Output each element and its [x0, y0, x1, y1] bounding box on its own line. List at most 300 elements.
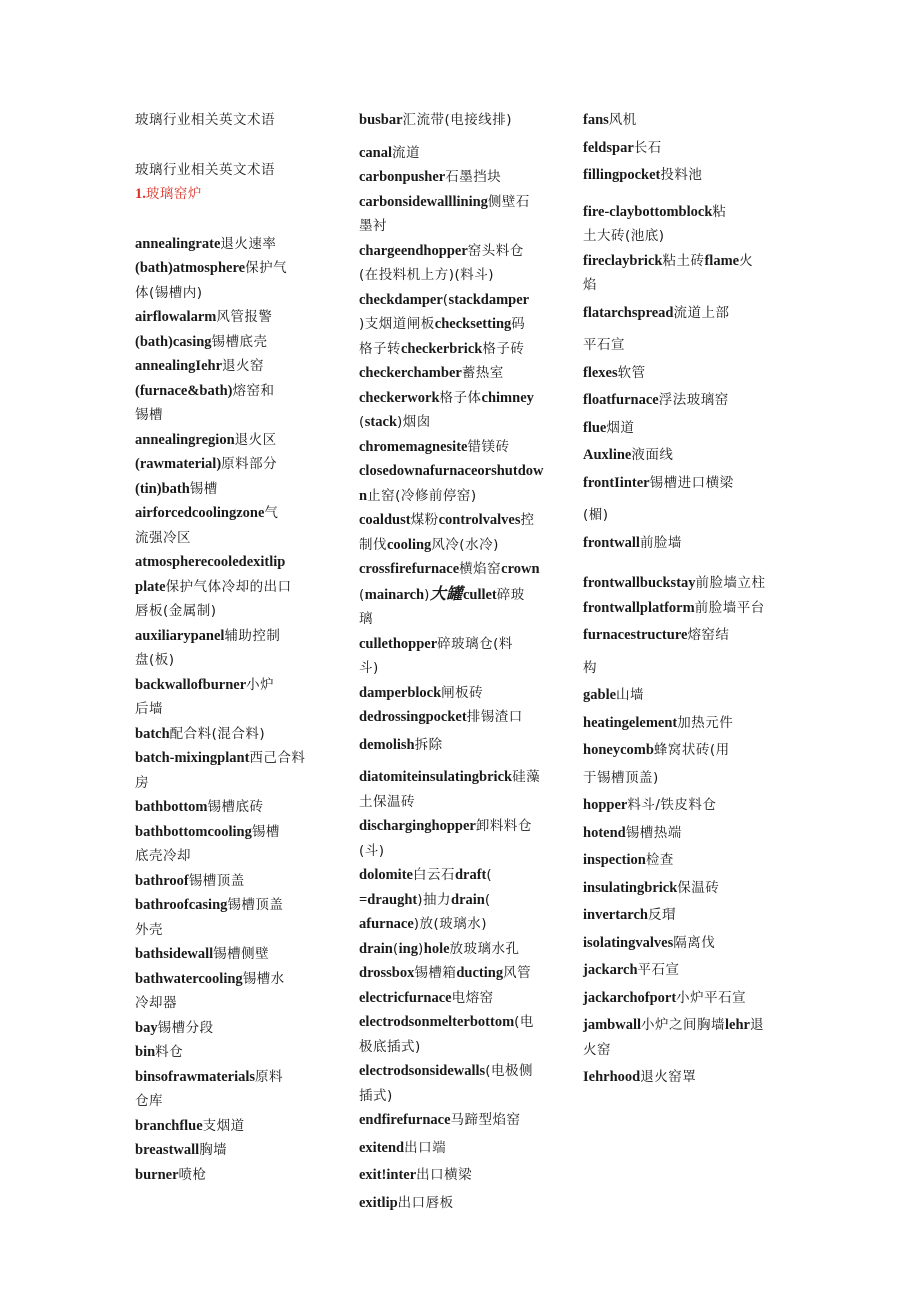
- glossary-line: [359, 533, 559, 558]
- term-english: flame: [704, 252, 740, 269]
- term-chinese: 窑头料仓: [467, 242, 524, 259]
- glossary-line: [135, 673, 335, 698]
- term-chinese: 退火区: [234, 431, 277, 448]
- glossary-line: [583, 388, 788, 413]
- term-chinese: 浮法玻璃窑: [658, 392, 729, 408]
- term-english: crossfirefurnace: [359, 561, 460, 577]
- term-chinese: 平石宣: [637, 962, 680, 978]
- term-chinese: 出口端: [404, 1139, 447, 1156]
- glossary-line: [359, 681, 559, 706]
- term-chinese: 格子体: [439, 389, 482, 406]
- term-english: chimney: [481, 389, 534, 406]
- term-english: breastwall: [135, 1142, 200, 1158]
- term-chinese: (电: [514, 1014, 534, 1030]
- glossary-line: [359, 435, 559, 460]
- term-chinese: (楣): [583, 507, 609, 523]
- term-chinese: 锡槽: [189, 480, 218, 497]
- term-chinese: 斗): [359, 660, 379, 676]
- term-english: dolomite: [359, 867, 413, 883]
- glossary-line: [359, 632, 559, 657]
- term-chinese: 放玻璃水孔: [449, 940, 520, 957]
- glossary-line: [583, 766, 788, 791]
- term-english: flue: [583, 419, 607, 436]
- glossary-line: [135, 182, 335, 207]
- glossary-line: [359, 459, 559, 484]
- term-chinese: 锡槽进口横梁: [649, 474, 734, 491]
- document-heading: [135, 108, 335, 133]
- glossary-line: [135, 844, 335, 869]
- term-english: cullet: [462, 586, 497, 603]
- term-chinese: 盘(板): [135, 652, 175, 668]
- term-chinese: 辅助控制: [224, 627, 281, 644]
- term-english: checkdamper: [359, 291, 443, 308]
- term-chinese: )放(玻璃水): [413, 916, 488, 932]
- term-chinese: 房: [135, 774, 149, 791]
- term-chinese: 玻璃行业相关英文术语: [135, 161, 275, 178]
- glossary-line: [583, 361, 788, 386]
- glossary-line: [135, 232, 335, 257]
- glossary-line: [359, 839, 559, 864]
- glossary-line: [135, 624, 335, 649]
- term-chinese: (斗): [359, 842, 385, 859]
- glossary-line: [135, 599, 335, 624]
- glossary-column-2: [359, 108, 559, 1215]
- term-chinese: 锡槽底壳: [211, 333, 268, 350]
- term-english: fans: [583, 112, 609, 128]
- term-chinese: 锡槽箱: [414, 965, 457, 981]
- term-chinese: 风管: [503, 965, 532, 981]
- term-english: drain: [451, 891, 485, 908]
- term-chinese: 蜂窝状砖(用: [653, 742, 730, 758]
- term-english: (furnace&bath): [135, 382, 233, 399]
- term-chinese: 大罐: [429, 583, 463, 603]
- glossary-line: [359, 361, 559, 386]
- term-chinese: 格子转: [359, 340, 401, 357]
- term-chinese: 粘土砖: [662, 252, 705, 269]
- term-chinese: 锡槽热端: [625, 824, 682, 841]
- term-chinese: 格子砖: [482, 340, 525, 357]
- term-english: controlvalves: [438, 512, 521, 528]
- term-chinese: (在投料机上方)(料斗): [359, 267, 495, 283]
- glossary-line: [135, 942, 335, 967]
- term-english: discharginghopper: [359, 818, 476, 834]
- term-english: isolatingvalves: [583, 934, 674, 951]
- term-chinese: 侧壁石: [487, 193, 530, 210]
- glossary-line: [359, 937, 559, 962]
- glossary-line: [583, 1038, 788, 1063]
- glossary-line: [359, 656, 559, 681]
- term-english: hotend: [583, 824, 626, 841]
- glossary-line: [135, 1065, 335, 1090]
- term-english: electrodsonmelterbottom: [359, 1014, 515, 1030]
- term-english: cooling: [387, 536, 432, 553]
- glossary-line: [583, 711, 788, 736]
- term-chinese: 气: [264, 505, 279, 521]
- term-chinese: 墨衬: [359, 218, 387, 234]
- term-chinese: 汇流带(电接线排): [402, 112, 513, 128]
- glossary-line: [135, 648, 335, 673]
- glossary-line: [135, 550, 335, 575]
- term-chinese: ): [424, 586, 430, 603]
- glossary-line: [583, 683, 788, 708]
- glossary-line: [359, 410, 559, 435]
- glossary-line: [583, 876, 788, 901]
- term-english: batch: [135, 725, 170, 742]
- term-chinese: 横焰窑: [459, 561, 502, 577]
- glossary-line: [583, 848, 788, 873]
- glossary-line: [359, 912, 559, 937]
- term-chinese: 出口横梁: [416, 1167, 473, 1183]
- term-english: endfirefurnace: [359, 1112, 451, 1128]
- glossary-line: [359, 1059, 559, 1084]
- glossary-line: [359, 508, 559, 533]
- term-chinese: 插式): [359, 1087, 393, 1104]
- glossary-line: [583, 200, 788, 225]
- term-english: backwallofburner: [135, 676, 247, 693]
- term-english: annealingIehr: [135, 358, 223, 374]
- term-chinese: 卸料料仓: [475, 818, 532, 834]
- glossary-line: [583, 224, 788, 249]
- term-english: jambwall: [583, 1017, 641, 1033]
- glossary-line: [359, 986, 559, 1011]
- glossary-column-1: [135, 108, 335, 1187]
- term-english: frontwall: [583, 534, 640, 551]
- term-chinese: 前脸墙立柱: [695, 575, 766, 591]
- term-english: hole: [423, 940, 450, 957]
- term-chinese: (电极侧: [485, 1063, 533, 1079]
- term-english: coaldust: [359, 512, 411, 528]
- glossary-line: [135, 452, 335, 477]
- glossary-line: [359, 582, 559, 608]
- term-chinese: 璃: [359, 611, 373, 627]
- term-chinese: 反瑁: [647, 907, 676, 923]
- term-english: n: [359, 487, 368, 504]
- term-english: checkerchamber: [359, 365, 462, 381]
- term-chinese: 仓库: [135, 1093, 163, 1109]
- glossary-line: [583, 136, 788, 161]
- term-english: electricfurnace: [359, 989, 452, 1006]
- term-english: airflowalarm: [135, 309, 217, 325]
- term-english: annealingregion: [135, 431, 235, 448]
- term-chinese: 风冷(水冷): [431, 536, 499, 553]
- term-chinese: 土大砖(池底): [583, 228, 665, 244]
- term-chinese: 检查: [645, 852, 674, 868]
- term-chinese: 煤粉: [410, 512, 439, 528]
- glossary-line: [359, 961, 559, 986]
- term-chinese: (: [442, 291, 449, 308]
- term-chinese: 锡槽顶盖: [188, 872, 245, 889]
- term-chinese: 焰: [583, 277, 597, 293]
- term-chinese: 小炉平石宣: [676, 989, 747, 1006]
- glossary-line: [135, 1114, 335, 1139]
- glossary-line: [135, 697, 335, 722]
- term-chinese: 电熔窑: [451, 989, 494, 1006]
- term-english: jackarchofport: [583, 989, 677, 1006]
- glossary-line: [583, 301, 788, 326]
- term-chinese: 前脸墙平台: [694, 599, 765, 616]
- glossary-line: [359, 108, 559, 133]
- term-chinese: 锡槽分段: [157, 1019, 214, 1036]
- term-chinese: 粘: [712, 203, 727, 220]
- glossary-line: [583, 163, 788, 188]
- term-chinese: )烟囱: [397, 414, 431, 430]
- term-chinese: 退火窑罩: [640, 1069, 697, 1085]
- glossary-line: [135, 1040, 335, 1065]
- term-chinese: 长石: [633, 139, 662, 156]
- term-chinese: 错镁砖: [467, 438, 510, 455]
- term-english: stack: [364, 414, 398, 430]
- glossary-line: [135, 158, 335, 183]
- term-english: damperblock: [359, 684, 442, 701]
- term-chinese: 于锡槽顶盖): [583, 769, 659, 786]
- glossary-line: [583, 471, 788, 496]
- term-chinese: 构: [583, 659, 597, 676]
- term-chinese: 退火速率: [220, 235, 277, 252]
- term-english: inspection: [583, 852, 646, 868]
- term-english: (bath)atmosphere: [135, 260, 246, 276]
- term-chinese: )抽力: [417, 891, 452, 908]
- glossary-line: [583, 596, 788, 621]
- term-chinese: )支烟道闸板: [359, 316, 435, 332]
- term-english: exitend: [359, 1139, 405, 1156]
- term-english: (tin)bath: [135, 480, 190, 497]
- term-english: bathsidewall: [135, 946, 214, 962]
- term-chinese: 码: [511, 316, 526, 332]
- term-chinese: 白云石: [412, 867, 455, 883]
- term-chinese: 马蹄型焰窑: [450, 1112, 521, 1128]
- term-chinese: 小炉: [246, 676, 275, 693]
- glossary-line: [583, 443, 788, 468]
- glossary-line: [583, 903, 788, 928]
- term-english: carbonsidewalllining: [359, 193, 488, 210]
- term-chinese: 锡槽底砖: [207, 799, 264, 815]
- term-english: frontwallbuckstay: [583, 575, 696, 591]
- term-english: ducting: [456, 965, 504, 981]
- term-chinese: 烟道: [606, 419, 635, 436]
- term-english: dedrossingpocket: [359, 709, 467, 725]
- term-english: bathbottomcooling: [135, 823, 252, 840]
- term-english: annealingrate: [135, 235, 221, 252]
- glossary-line: [135, 967, 335, 992]
- term-chinese: 土保温砖: [359, 793, 415, 810]
- term-english: fire-claybottomblock: [583, 203, 713, 220]
- glossary-line: [135, 501, 335, 526]
- glossary-line: [583, 656, 788, 681]
- term-english: atmospherecooledexitlip: [135, 554, 286, 570]
- term-english: fireclaybrick: [583, 252, 663, 269]
- term-chinese: 熔窑结: [687, 627, 730, 643]
- term-english: drossbox: [359, 965, 415, 981]
- term-chinese: 硅藻: [512, 769, 541, 785]
- term-english: plate: [135, 578, 166, 595]
- glossary-line: [359, 190, 559, 215]
- term-english: stackdamper: [448, 291, 530, 308]
- glossary-line: [359, 312, 559, 337]
- term-chinese: 锡槽: [135, 407, 163, 423]
- term-english: bin: [135, 1044, 156, 1060]
- term-english: diatomiteinsulatingbrick: [359, 769, 513, 785]
- term-chinese: 胸墙: [199, 1142, 228, 1158]
- glossary-column-3: [583, 108, 788, 1090]
- term-chinese: 保温砖: [677, 879, 720, 896]
- term-chinese: ): [417, 940, 424, 957]
- term-chinese: 山墙: [616, 687, 645, 703]
- term-chinese: 控: [520, 512, 535, 528]
- term-english: mainarch: [364, 586, 425, 603]
- term-english: frontIinter: [583, 474, 650, 491]
- glossary-line: [359, 337, 559, 362]
- term-english: drain: [359, 940, 393, 957]
- glossary-line: [359, 705, 559, 730]
- term-english: bathroof: [135, 872, 189, 889]
- term-english: crown: [501, 561, 540, 577]
- glossary-line: [359, 607, 559, 632]
- glossary-line: [135, 477, 335, 502]
- glossary-line: [359, 790, 559, 815]
- glossary-line: [359, 1010, 559, 1035]
- glossary-line: [583, 249, 788, 274]
- term-chinese: (: [484, 891, 491, 908]
- glossary-line: [135, 330, 335, 355]
- term-chinese: 原料: [255, 1068, 284, 1085]
- term-english: chargeendhopper: [359, 242, 468, 259]
- term-chinese: 锡槽: [251, 823, 280, 840]
- glossary-line: [135, 746, 335, 771]
- glossary-line: [135, 1138, 335, 1163]
- glossary-line: [359, 888, 559, 913]
- glossary-line: [583, 416, 788, 441]
- glossary-line: [359, 1084, 559, 1109]
- glossary-line: [135, 403, 335, 428]
- glossary-line: [583, 958, 788, 983]
- term-english: floatfurnace: [583, 392, 659, 408]
- term-chinese: 平石宣: [583, 337, 625, 353]
- term-chinese: 流道上部: [673, 304, 730, 321]
- term-english: furnacestructure: [583, 627, 688, 643]
- term-english: checkerbrick: [401, 340, 483, 357]
- term-chinese: 后墙: [135, 701, 163, 717]
- term-english: auxiliarypanel: [135, 627, 225, 644]
- term-chinese: 碎玻: [496, 586, 525, 603]
- term-english: Iehrhood: [583, 1069, 641, 1085]
- glossary-line: [135, 1163, 335, 1188]
- term-chinese: 火: [739, 252, 754, 269]
- glossary-line: [359, 239, 559, 264]
- term-chinese: 西己合料: [249, 750, 306, 766]
- glossary-line: [135, 526, 335, 551]
- term-english: bathwatercooling: [135, 970, 243, 987]
- term-english: honeycomb: [583, 742, 654, 758]
- glossary-line: [135, 722, 335, 747]
- term-chinese: 保护气体冷却的出口: [165, 578, 292, 595]
- term-english: fillingpocket: [583, 167, 661, 183]
- glossary-line: [583, 793, 788, 818]
- term-chinese: 小炉之间胸墙: [641, 1017, 725, 1033]
- term-english: flatarchspread: [583, 304, 674, 321]
- term-chinese: 止窑(冷修前停窑): [367, 487, 477, 504]
- glossary-line: [583, 273, 788, 298]
- glossary-line: [359, 141, 559, 166]
- glossary-line: [359, 863, 559, 888]
- term-chinese: 外壳: [135, 921, 163, 938]
- term-chinese: 排锡渣口: [466, 709, 523, 725]
- term-chinese: 支烟道: [202, 1117, 245, 1134]
- glossary-line: [135, 795, 335, 820]
- term-chinese: 退: [749, 1017, 764, 1033]
- term-english: flexes: [583, 364, 618, 381]
- term-chinese: 隔离伐: [673, 934, 716, 951]
- term-english: demolish: [359, 736, 415, 753]
- glossary-line: [359, 765, 559, 790]
- term-chinese: (: [392, 940, 399, 957]
- term-chinese: 投料池: [660, 167, 703, 183]
- glossary-line: [135, 771, 335, 796]
- glossary-line: [135, 305, 335, 330]
- glossary-line: [359, 1163, 559, 1188]
- glossary-line: [359, 214, 559, 239]
- glossary-line: [359, 557, 559, 582]
- term-chinese: 原料部分: [221, 456, 278, 472]
- glossary-line: [583, 333, 788, 358]
- glossary-line: [135, 991, 335, 1016]
- term-chinese: 制伐: [359, 536, 387, 553]
- term-chinese: 加热元件: [677, 714, 734, 731]
- term-english: airforcedcoolingzone: [135, 505, 265, 521]
- term-chinese: 软管: [617, 364, 646, 381]
- glossary-line: [135, 918, 335, 943]
- term-english: checksetting: [434, 316, 512, 332]
- term-chinese: 底壳冷却: [135, 848, 191, 864]
- glossary-line: [135, 354, 335, 379]
- term-chinese: (: [486, 867, 493, 883]
- term-english: afurnace: [359, 916, 414, 932]
- term-english: binsofrawmaterials: [135, 1068, 256, 1085]
- glossary-line: [583, 503, 788, 528]
- glossary-line: [359, 288, 559, 313]
- term-english: heatingelement: [583, 714, 678, 731]
- term-chinese: 拆除: [414, 736, 443, 753]
- glossary-line: [583, 821, 788, 846]
- glossary-line: [135, 428, 335, 453]
- glossary-line: [583, 986, 788, 1011]
- term-english: gable: [583, 687, 617, 703]
- term-chinese: (: [359, 586, 365, 603]
- glossary-line: [583, 1065, 788, 1090]
- glossary-line: [359, 386, 559, 411]
- term-english: 1.: [135, 186, 146, 202]
- term-chinese: 料斗/铁皮料仓: [627, 797, 717, 813]
- glossary-line: [359, 484, 559, 509]
- glossary-line: [359, 165, 559, 190]
- glossary-line: [583, 1013, 788, 1038]
- glossary-line: [359, 1108, 559, 1133]
- term-chinese: 锡槽水: [242, 970, 285, 987]
- term-english: canal: [359, 144, 393, 161]
- term-english: bathroofcasing: [135, 897, 228, 913]
- term-english: hopper: [583, 797, 628, 813]
- term-english: chromemagnesite: [359, 438, 468, 455]
- term-chinese: 风机: [608, 112, 637, 128]
- glossary-line: [359, 1191, 559, 1216]
- term-english: feldspar: [583, 139, 634, 156]
- term-english: carbonpusher: [359, 169, 446, 185]
- term-chinese: 锡槽顶盖: [227, 897, 284, 913]
- term-chinese: 流道: [392, 144, 421, 161]
- term-english: bay: [135, 1019, 158, 1036]
- term-chinese: 火窑: [583, 1041, 611, 1058]
- term-chinese: 液面线: [631, 447, 674, 463]
- term-chinese: 极底插式): [359, 1038, 421, 1055]
